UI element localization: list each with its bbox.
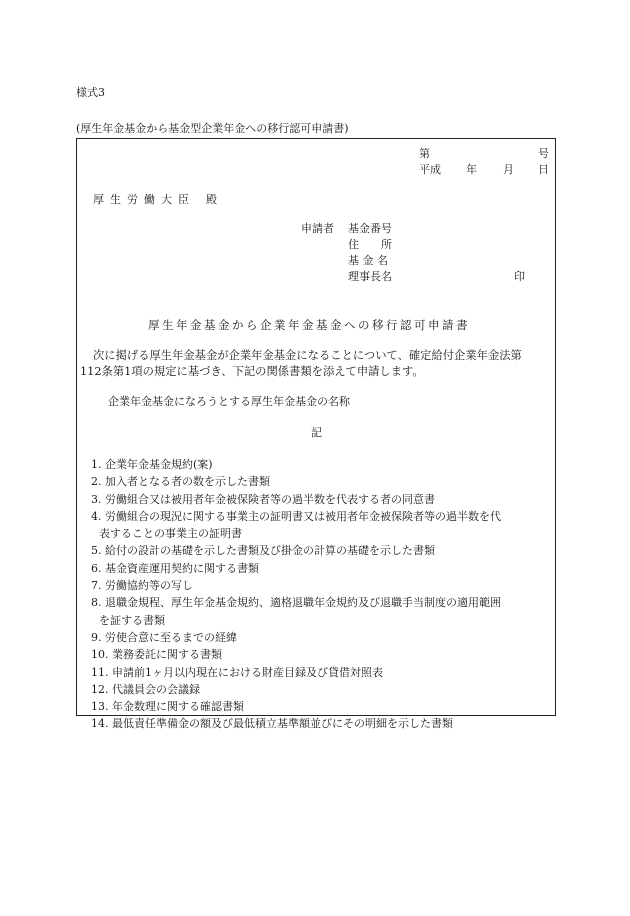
attachment-item-text: 7. 労働協約等の写し (91, 579, 193, 593)
attachment-item (91, 473, 553, 490)
attachment-list (91, 456, 553, 733)
attachment-item (91, 577, 553, 594)
attachment-item-text: 1. 企業年金基金規約(案) (91, 458, 213, 471)
applicant-fund-number: 基金番号 (348, 222, 392, 235)
attachment-item (91, 664, 553, 681)
attachment-item (91, 560, 553, 577)
applicant-chairman: 理事長名 (348, 270, 392, 283)
attachment-item (91, 681, 553, 698)
body-line-1: 次に掲げる厚生年金基金が企業年金基金になることについて、確定給付企業年金法第 (93, 349, 522, 362)
number-suffix: 号 (538, 147, 549, 160)
date-day: 日 (538, 163, 549, 176)
document-title: 厚生年金基金から企業年金基金への移行認可申請書 (148, 318, 470, 332)
applicant-address: 住 所 (348, 238, 392, 251)
date-month: 月 (503, 163, 514, 176)
applicant-label: 申請者 (301, 222, 334, 235)
attachment-item-text: 13. 年金数理に関する確認書類 (91, 700, 244, 714)
number-prefix: 第 (419, 147, 430, 160)
attachment-item-text: 11. 申請前1ヶ月以内現在における財産目録及び貸借対照表 (91, 665, 383, 679)
attachment-item-text: 10. 業務委託に関する書類 (91, 648, 222, 662)
addressee: 厚生労働大臣 (93, 193, 195, 206)
attachment-item-text: 3. 労働組合又は被用者年金被保険者等の過半数を代表する者の同意書 (91, 492, 435, 506)
addressee-suffix: 殿 (206, 193, 217, 206)
attachment-item (91, 508, 553, 543)
attachment-item-text: 2. 加入者となる者の数を示した書類 (91, 475, 270, 489)
applicant-fund-name: 基 金 名 (348, 254, 388, 267)
form-subtitle: (厚生年金基金から基金型企業年金への移行認可申請書) (76, 122, 349, 135)
attachment-item-text: 6. 基金資産運用契約に関する書類 (91, 561, 259, 575)
date-year: 年 (466, 163, 477, 176)
attachment-item-text: 4. 労働組合の現況に関する事業主の証明書又は被用者年金被保険者等の過半数を代 (91, 509, 501, 523)
form-label: 様式3 (76, 86, 105, 99)
attachment-item (91, 491, 553, 508)
attachment-item-continuation: を証する書類 (99, 613, 165, 627)
body-line-2: 112条第1項の規定に基づき、下記の関係書類を添えて申請します。 (80, 365, 424, 378)
attachment-item (91, 715, 553, 732)
attachment-item (91, 646, 553, 663)
date-era: 平成 (419, 163, 441, 176)
fund-name-heading: 企業年金基金になろうとする厚生年金基金の名称 (108, 395, 350, 408)
attachment-item-text: 5. 給付の設計の基礎を示した書類及び掛金の計算の基礎を示した書類 (91, 544, 435, 558)
seal-mark: 印 (514, 270, 525, 283)
attachment-item-continuation: 表することの事業主の証明書 (99, 527, 242, 541)
attachment-item (91, 456, 553, 473)
attachment-item (91, 542, 553, 559)
attachment-item (91, 629, 553, 646)
attachment-item-text: 8. 退職金規程、厚生年金基金規約、適格退職年金規約及び退職手当制度の適用範囲 (91, 596, 501, 610)
attachment-item-text: 14. 最低責任準備金の額及び最低積立基準額並びにその明細を示した書類 (91, 717, 453, 731)
attachment-item-text: 9. 労使合意に至るまでの経緯 (91, 630, 237, 644)
attachment-item (91, 594, 553, 629)
attachment-item-text: 12. 代議員会の会議録 (91, 682, 200, 696)
ki-heading: 記 (311, 426, 322, 439)
attachment-item (91, 698, 553, 715)
